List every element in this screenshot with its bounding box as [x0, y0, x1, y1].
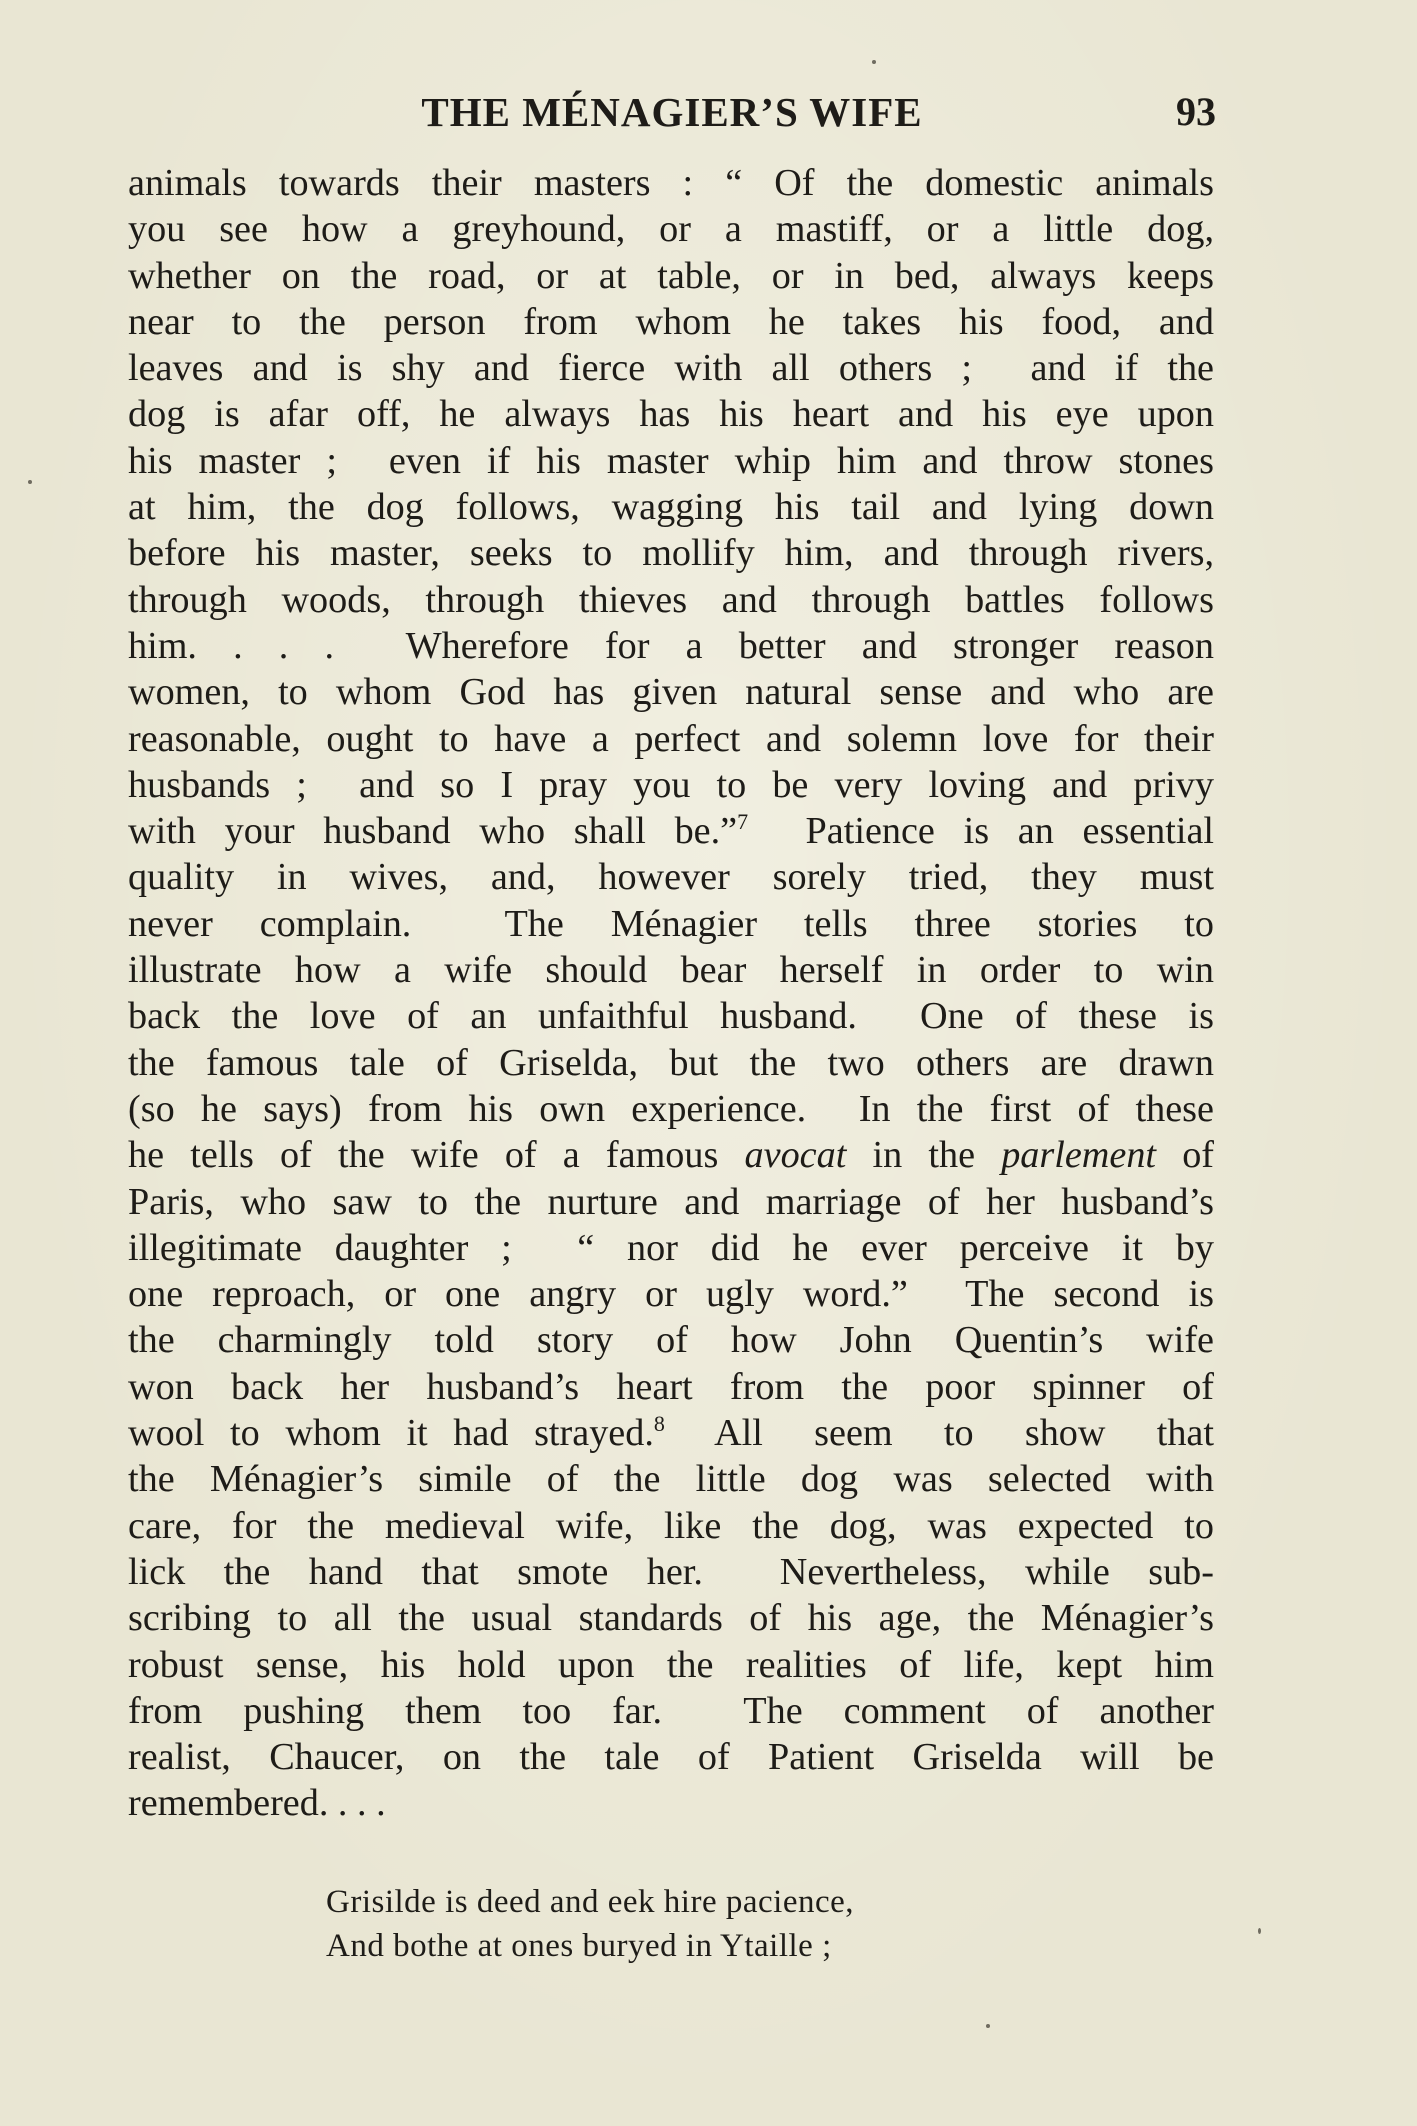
verse-quotation: [326, 1880, 1026, 1968]
text-line: women, to whom God has given natural sense and who are: [128, 671, 1214, 714]
text-line: the charmingly told story of how John Quentin’s wife: [128, 1319, 1214, 1362]
text-line: illustrate how a wife should bear herself in order to win: [128, 949, 1214, 992]
text-line: before his master, seeks to mollify him, and through rivers,: [128, 532, 1214, 575]
text-line: reasonable, ought to have a perfect and solemn love for their: [128, 717, 1214, 760]
text-line: scribing to all the usual standards of his age, the Ménagier’s: [128, 1597, 1214, 1640]
verse-line: Grisilde is deed and eek hire pacience,: [326, 1884, 855, 1920]
text-line: back the love of an unfaithful husband. One of these is: [128, 995, 1214, 1038]
text-line: illegitimate daughter ; “ nor did he ever perceive it by: [128, 1226, 1214, 1269]
text-line: care, for the medieval wife, like the dog, was expected to: [128, 1504, 1214, 1547]
footnote-marker: 7: [737, 809, 749, 835]
text-line: through woods, through thieves and through battles follows: [128, 578, 1214, 621]
text-line: quality in wives, and, however sorely tried, they must: [128, 856, 1214, 899]
paper-speck: [1258, 1928, 1261, 1934]
text-line: one reproach, or one angry or ugly word.” The second is: [128, 1273, 1214, 1316]
text-line: the famous tale of Griselda, but the two others are drawn: [128, 1041, 1214, 1084]
text-line: leaves and is shy and fierce with all others ; and if the: [128, 347, 1214, 390]
text-line-with-footnote: wool to whom it had strayed.$^8$ All seem to show that: [128, 1411, 1214, 1455]
text-line: robust sense, his hold upon the realities of life, kept him: [128, 1643, 1214, 1686]
verse-line: And bothe at ones buryed in Ytaille ;: [326, 1928, 832, 1964]
text-line: near to the person from whom he takes his food, and: [128, 300, 1214, 343]
text-line: (so he says) from his own experience. In the first of these: [128, 1087, 1214, 1130]
text-line: Paris, who saw to the nurture and marriage of her husband’s: [128, 1180, 1214, 1223]
italic-term: avocat: [744, 1134, 847, 1177]
text-line: you see how a greyhound, or a mastiff, or a little dog,: [128, 208, 1214, 251]
text-line: from pushing them too far. The comment of another: [128, 1689, 1214, 1732]
paper-speck: [986, 2024, 990, 2028]
paper-speck: [28, 480, 32, 484]
text-line-with-italics: he tells of the wife of a famous avocat in the parlement of: [128, 1134, 1215, 1177]
text-line: him. . . . Wherefore for a better and stronger reason: [128, 624, 1214, 667]
text-line: the Ménagier’s simile of the little dog was selected with: [128, 1458, 1214, 1501]
text-line: at him, the dog follows, wagging his tail and lying down: [128, 486, 1214, 529]
text-line: remembered. . . .: [128, 1782, 386, 1825]
italic-term: parlement: [1001, 1134, 1157, 1177]
text-line: dog is afar off, he always has his heart and his eye upon: [128, 393, 1214, 436]
body-text: [128, 160, 1214, 1827]
text-line: whether on the road, or at table, or in bed, always keeps: [128, 254, 1214, 297]
paper-speck: [872, 60, 876, 64]
running-title: THE MÉNAGIER’S WIFE: [421, 89, 923, 135]
text-line: won back her husband’s heart from the poor spinner of: [128, 1365, 1214, 1408]
text-line: realist, Chaucer, on the tale of Patient Griselda will be: [128, 1736, 1214, 1779]
text-line: husbands ; and so I pray you to be very loving and privy: [128, 763, 1214, 806]
text-line: never complain. The Ménagier tells three stories to: [128, 902, 1214, 945]
text-line: lick the hand that smote her. Nevertheless, while sub-: [128, 1550, 1214, 1593]
text-line: animals towards their masters : “ Of the domestic animals: [128, 162, 1214, 204]
text-line-with-footnote: with your husband who shall be.”$^7$ Patience is an essential: [128, 809, 1214, 853]
running-head: [128, 84, 1216, 140]
page-number: 93: [1176, 89, 1216, 134]
footnote-marker: 8: [653, 1411, 665, 1437]
text-line: his master ; even if his master whip him and throw stones: [128, 439, 1214, 482]
